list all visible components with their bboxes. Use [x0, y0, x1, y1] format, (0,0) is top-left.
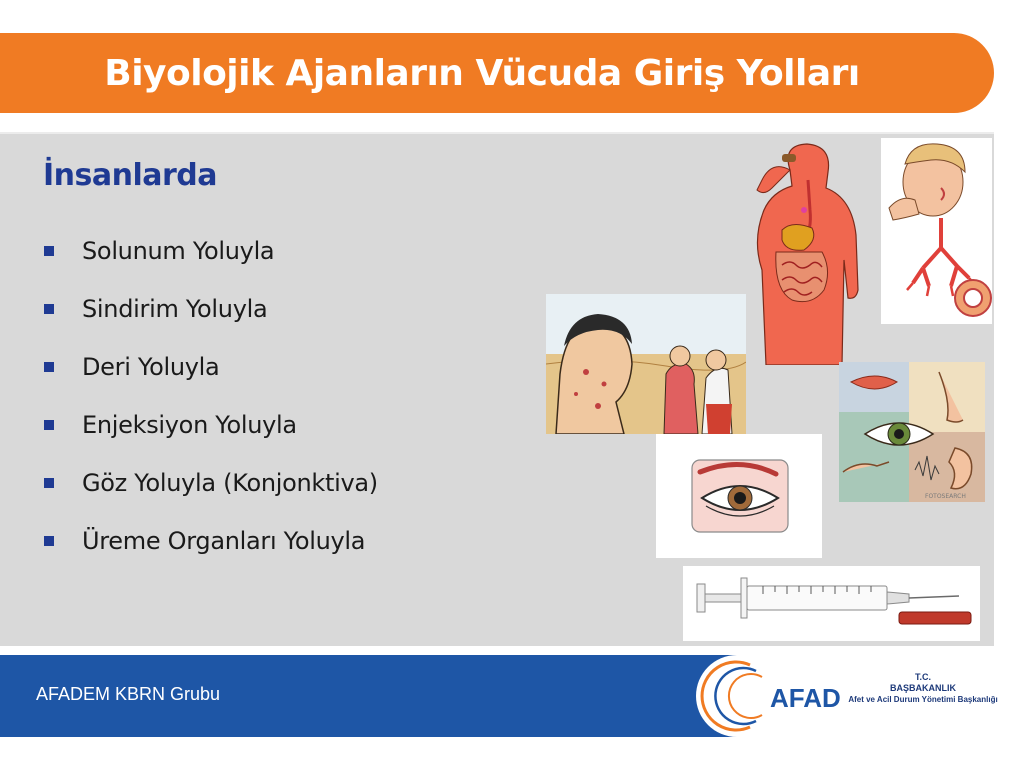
footer-text: AFADEM KBRN Grubu [36, 684, 221, 704]
bullet-square-icon [44, 420, 54, 430]
bullet-item: Sindirim Yoluyla [44, 280, 378, 338]
sense-organs-illustration [839, 362, 985, 502]
bullet-item: Üreme Organları Yoluyla [44, 512, 378, 570]
afad-logo [696, 655, 846, 737]
bullet-item: Enjeksiyon Yoluyla [44, 396, 378, 454]
skin-exposure-illustration [546, 294, 746, 434]
bullet-square-icon [44, 362, 54, 372]
watermark-text: FOTOSEARCH [925, 493, 966, 500]
slide-title: Biyolojik Ajanların Vücuda Giriş Yolları [104, 52, 860, 94]
syringe-illustration [683, 566, 980, 641]
bullet-square-icon [44, 246, 54, 256]
bullet-item: Deri Yoluyla [44, 338, 378, 396]
bullet-item: Göz Yoluyla (Konjonktiva) [44, 454, 378, 512]
respiratory-illustration [881, 138, 992, 324]
bullet-square-icon [44, 304, 54, 314]
bullet-square-icon [44, 536, 54, 546]
bullet-list [44, 222, 378, 570]
afad-logo-text: AFAD [770, 683, 841, 713]
title-bar [0, 33, 994, 113]
slide-subtitle: İnsanlarda [43, 158, 218, 193]
bullet-square-icon [44, 478, 54, 488]
government-text: T.C. BAŞBAKANLIK Afet ve Acil Durum Yönetimi Başkanlığı [848, 672, 998, 704]
digestive-system-illustration [752, 140, 866, 365]
bullet-item: Solunum Yoluyla [44, 222, 378, 280]
eye-illustration [656, 434, 822, 558]
